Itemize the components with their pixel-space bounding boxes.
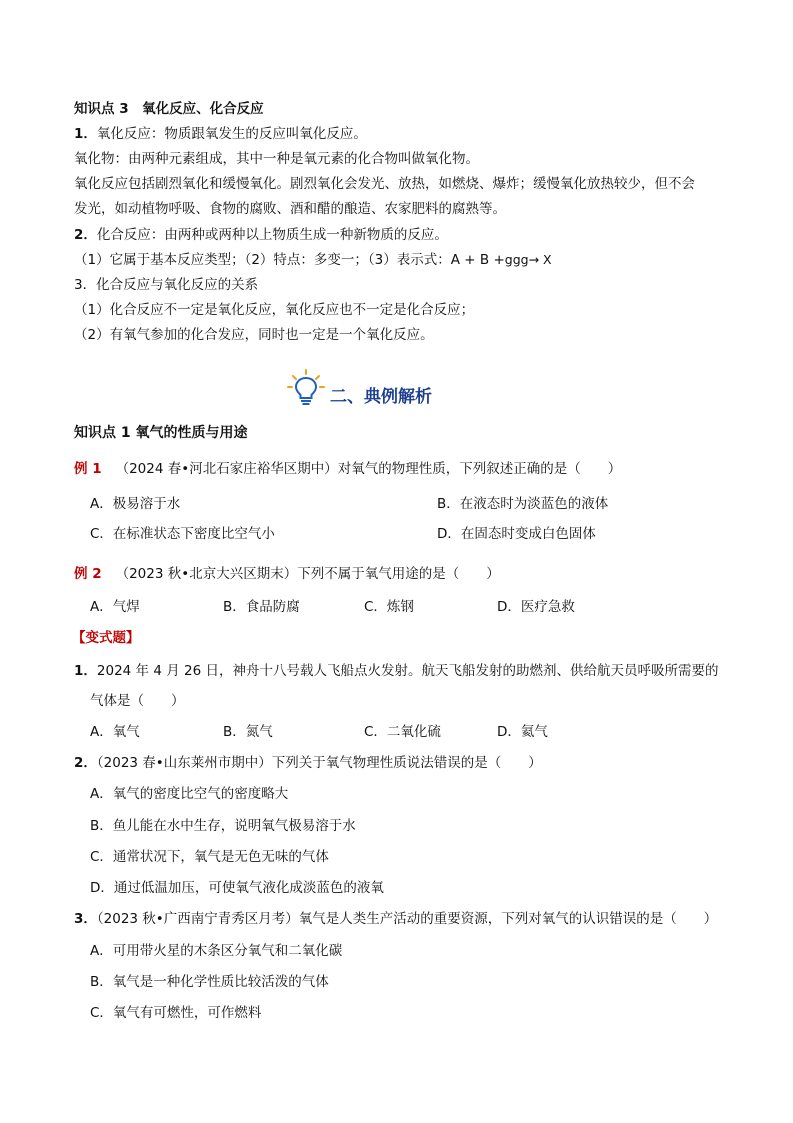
ex2-question-line bbox=[74, 565, 500, 583]
kp3-line-6 bbox=[74, 251, 552, 269]
ex1-option-b[interactable]: B．在液态时为淡蓝色的液体 bbox=[437, 496, 609, 512]
ex1-question-line bbox=[74, 460, 621, 478]
ex2-option-c[interactable]: C．炼钢 bbox=[364, 599, 414, 615]
kp3-line-1-text: 氧化反应：物质跟氧发生的反应叫氧化反应。 bbox=[96, 126, 367, 142]
q1-line-2: 气体是（ ） bbox=[90, 693, 185, 709]
kp3-line-7: 3．化合反应与氧化反应的关系 bbox=[74, 277, 259, 293]
kp3-line-5 bbox=[74, 226, 448, 244]
kp3-line-5-num: 2． bbox=[74, 227, 97, 243]
q2-option-c[interactable]: C．通常状况下，氧气是无色无味的气体 bbox=[90, 849, 329, 865]
q1-option-d[interactable]: D．氦气 bbox=[497, 724, 548, 740]
q1-option-c[interactable]: C．二氧化硫 bbox=[364, 724, 441, 740]
kp3-line-5-text: 化合反应：由两种或两种以上物质生成一种新物质的反应。 bbox=[96, 227, 448, 243]
q1-option-a[interactable]: A．氧气 bbox=[90, 724, 140, 740]
ex2-option-b[interactable]: B．食品防腐 bbox=[223, 599, 300, 615]
q2-num: 2． bbox=[74, 755, 97, 771]
q1-line-1 bbox=[74, 662, 719, 680]
ex1-question: （2024 春•河北石家庄裕华区期中）对氧气的物理性质，下列叙述正确的是（ ） bbox=[115, 461, 622, 477]
q1-line-1-text: 2024 年 4 月 26 日，神舟十八号载人飞船点火发射。航天飞船发射的助燃剂、供给航天员呼吸所需要的 bbox=[96, 663, 719, 679]
variant-label: 【变式题】 bbox=[72, 630, 140, 646]
ex2-question: （2023 秋•北京大兴区期末）下列不属于氧气用途的是（ ） bbox=[115, 566, 500, 582]
q2-option-d[interactable]: D．通过低温加压，可使氧气液化成淡蓝色的液氧 bbox=[90, 880, 384, 896]
ex1-option-a[interactable]: A．极易溶于水 bbox=[90, 496, 181, 512]
kp3-line-4: 发光，如动植物呼吸、食物的腐败、酒和醋的酿造、农家肥料的腐熟等。 bbox=[74, 201, 506, 217]
kp3-line-1-num: 1． bbox=[74, 126, 97, 142]
lightbulb-icon bbox=[286, 368, 326, 408]
q3-line-1 bbox=[74, 910, 717, 928]
q3-option-b[interactable]: B．氧气是一种化学性质比较活泼的气体 bbox=[90, 974, 329, 990]
kp3-line-2: 氧化物：由两种元素组成，其中一种是氧元素的化合物叫做氧化物。 bbox=[74, 151, 479, 167]
kp3-formula-tail: ggg→ X bbox=[504, 252, 552, 267]
q3-line-1-text: （2023 秋•广西南宁青秀区月考）氧气是人类生产活动的重要资源，下列对氧气的认识错误的是（ ） bbox=[96, 911, 718, 927]
ex2-option-a[interactable]: A．气焊 bbox=[90, 599, 140, 615]
q2-option-a[interactable]: A．氧气的密度比空气的密度略大 bbox=[90, 786, 289, 802]
ex1-option-c[interactable]: C．在标准状态下密度比空气小 bbox=[90, 526, 275, 542]
ex1-option-d[interactable]: D．在固态时变成白色固体 bbox=[437, 526, 596, 542]
q3-option-c[interactable]: C．氧气有可燃性，可作燃料 bbox=[90, 1005, 262, 1021]
kp3-line-3: 氧化反应包括剧烈氧化和缓慢氧化。剧烈氧化会发光、放热，如燃烧、爆炸；缓慢氧化放热较少，但不会 bbox=[74, 176, 695, 192]
kp3-line-6-text: （1）它属于基本反应类型；（2）特点：多变一；（3）表示式：A + B + bbox=[74, 252, 505, 268]
q2-option-b[interactable]: B．鱼儿能在水中生存，说明氧气极易溶于水 bbox=[90, 818, 356, 834]
kp3-line-8: （1）化合反应不一定是氧化反应，氧化反应也不一定是化合反应； bbox=[74, 302, 475, 318]
ex1-label: 例 1 bbox=[74, 461, 102, 477]
q1-num: 1． bbox=[74, 663, 97, 679]
q1-option-b[interactable]: B．氮气 bbox=[223, 724, 273, 740]
q2-line-1-text: （2023 春•山东莱州市期中）下列关于氧气物理性质说法错误的是（ ） bbox=[96, 755, 542, 771]
ex2-option-d[interactable]: D．医疗急救 bbox=[497, 599, 575, 615]
ex2-label: 例 2 bbox=[74, 566, 102, 582]
kp3-line-1 bbox=[74, 125, 367, 143]
q3-option-a[interactable]: A．可用带火星的木条区分氧气和二氧化碳 bbox=[90, 943, 343, 959]
kp1-title: 知识点 1 氧气的性质与用途 bbox=[74, 425, 248, 441]
q2-line-1 bbox=[74, 754, 542, 772]
kp3-line-9: （2）有氧气参加的化合发应，同时也一定是一个氧化反应。 bbox=[74, 327, 434, 343]
q3-num: 3． bbox=[74, 911, 97, 927]
kp3-title: 知识点 3 氧化反应、化合反应 bbox=[74, 101, 264, 117]
section-title: 二、典例解析 bbox=[330, 387, 432, 407]
